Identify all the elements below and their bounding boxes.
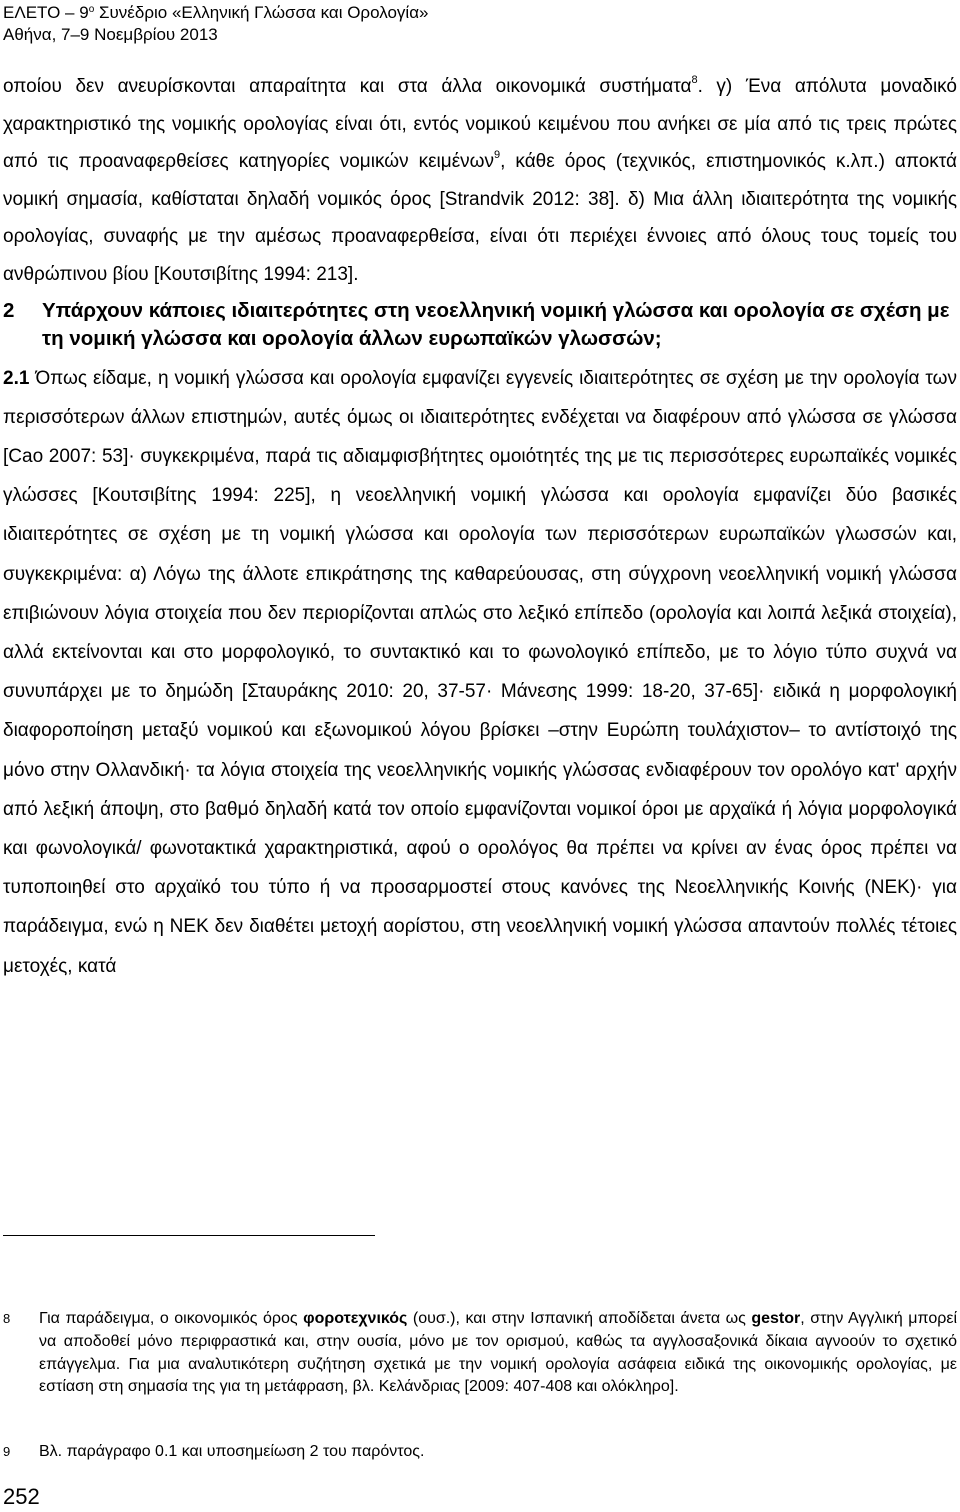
running-header bbox=[3, 2, 428, 46]
footnote-text: Για παράδειγμα, ο οικονομικός όρος φοροτεχνικός (ουσ.), και στην Ισπανική αποδίδεται άνετα ως gestor, στην Αγγλική μπορεί να αποδοθεί μόνο περιφραστικά και, στην ουσία, μόνο με τον ορισμού, καθώς τα αγγλοσαξονικά δίκαια αγνοούν το σχετικό επάγγελμα. Για μια αναλυτικότερη συζήτηση σχετικά με την νομική ορολογία ασάφεια ειδικά της οικονομικής ορολογίας, με εστίαση στη σημασία της για τη μετάφραση, βλ. Κελάνδριας [2009: 407-408 και ολόκληρο]. bbox=[39, 1310, 958, 1396]
footnote-ref-8[interactable]: 8 bbox=[691, 74, 698, 86]
header-conference: ΕΛΕΤΟ – $9^o$ Συνέδριο «Ελληνική Γλώσσα και Ορολογία» bbox=[3, 3, 429, 22]
page-body bbox=[3, 68, 957, 986]
page-number: 252 bbox=[3, 1484, 40, 1509]
footnote-mark: 8 bbox=[3, 1311, 11, 1326]
footnote-ref-9[interactable]: 9 bbox=[494, 149, 501, 162]
paragraph-number: 2.1 bbox=[3, 367, 30, 389]
section-title: Υπάρχουν κάποιες ιδιαιτερότητες στη νεοελληνική νομική γλώσσα και ορολογία σε σχέση με τη νομική γλώσσα και ορολογία άλλων ευρωπαϊκών γλωσσών; bbox=[42, 298, 950, 350]
footnote-text: Βλ. παράγραφο 0.1 και υποσημείωση 2 του παρόντος. bbox=[39, 1443, 425, 1460]
intro-paragraph: οποίου δεν ανευρίσκονται απαραίτητα και στα άλλα οικονομικά συστήματα$^8$. γ) Ένα απόλυτα μοναδικό χαρακτηριστικό της νομικής ορολογίας είναι ότι, εντός νομικού κειμένου που ανήκει σε μία από τις τρεις πρώτες από τις προαναφερθείσες κατηγορίες νομικών κειμένων$^9$, κάθε όρος (τεχνικός, επιστημονικός κ.λπ.) αποκτά νομική σημασία, καθίσταται δηλαδή νομικός όρος [Strandvik 2012: 38]. δ) Μια άλλη ιδιαιτερότητα της νομικής ορολογίας, συναφής με την αμέσως προαναφερθείσα, είναι ότι περιέχει έννοιες από όλους τους τομείς του ανθρώπινου βίου [Κουτσιβίτης 1994: 213]. bbox=[3, 74, 957, 285]
section-heading bbox=[3, 294, 957, 359]
footnote-separator bbox=[3, 1235, 375, 1236]
header-date: Αθήνα, 7–9 Νοεμβρίου 2013 bbox=[3, 25, 218, 44]
section-number: 2 bbox=[3, 298, 15, 322]
footnote-mark: 9 bbox=[3, 1444, 11, 1459]
paragraph-2-1: 2.1 Όπως είδαμε, η νομική γλώσσα και ορολογία εμφανίζει εγγενείς ιδιαιτερότητες σε σχέση με την ορολογία των περισσότερων άλλων επιστημών, αυτές όμως οι ιδιαιτερότητες ενδέχεται να διαφέρουν από γλώσσα σε γλώσσα [Cao 2007: 53]· συγκεκριμένα, παρά τις αδιαμφισβήτητες ομοιότητές της με τις περισσότερες ευρωπαϊκές νομικές γλώσσες [Κουτσιβίτης 1994: 225], η νεοελληνική νομική γλώσσα και ορολογία εμφανίζει δύο βασικές ιδιαιτερότητες σε σχέση με τη νομική γλώσσα και ορολογία των περισσότερων ευρωπαϊκών γλωσσών και, συγκεκριμένα: α) Λόγω της άλλοτε επικράτησης της καθαρεύουσας, στη σύγχρονη νεοελληνική νομική γλώσσα επιβιώνουν λόγια στοιχεία που δεν περιορίζονται απλώς στο λεξικό επίπεδο (ορολογία και λοιπά λεξικά στοιχεία), αλλά εκτείνονται και στο μορφολογικό, το συντακτικό και το φωνολογικό επίπεδο, με το λόγιο τύπο συχνά να συνυπάρχει με το δημώδη [Σταυράκης 2010: 20, 37-57· Μάνεσης 1999: 18-20, 37-65]· ειδικά η μορφολογική διαφοροποίηση μεταξύ νομικού και εξωνομικού λόγου βρίσκει –στην Ευρώπη τουλάχιστον– το αντίστοιχό της μόνο στην Ολλανδική· τα λόγια στοιχεία της νεοελληνικής νομικής γλώσσας ενδιαφέρουν τον ορολόγο κατ' αρχήν από λεξική άποψη, στο βαθμό δηλαδή κατά τον οποίο εμφανίζονται νομικοί όροι με αρχαϊκά ή λόγια μορφολογικά και φωνολογικά/ φωνοτακτικά χαρακτηριστικά, αφού ο ορολόγος θα πρέπει να κρίνει αν ένας όρος πρέπει να τυποποιηθεί στο αρχαϊκό του τύπο ή να προσαρμοστεί στους κανόνες της Νεοελληνικής Κοινής (ΝΕΚ)· για παράδειγμα, ενώ η ΝΕΚ δεν διαθέτει μετοχή αορίστου, στη νεοελληνική νομική γλώσσα απαντούν πολλές τέτοιες μετοχές, κατά bbox=[3, 367, 957, 977]
